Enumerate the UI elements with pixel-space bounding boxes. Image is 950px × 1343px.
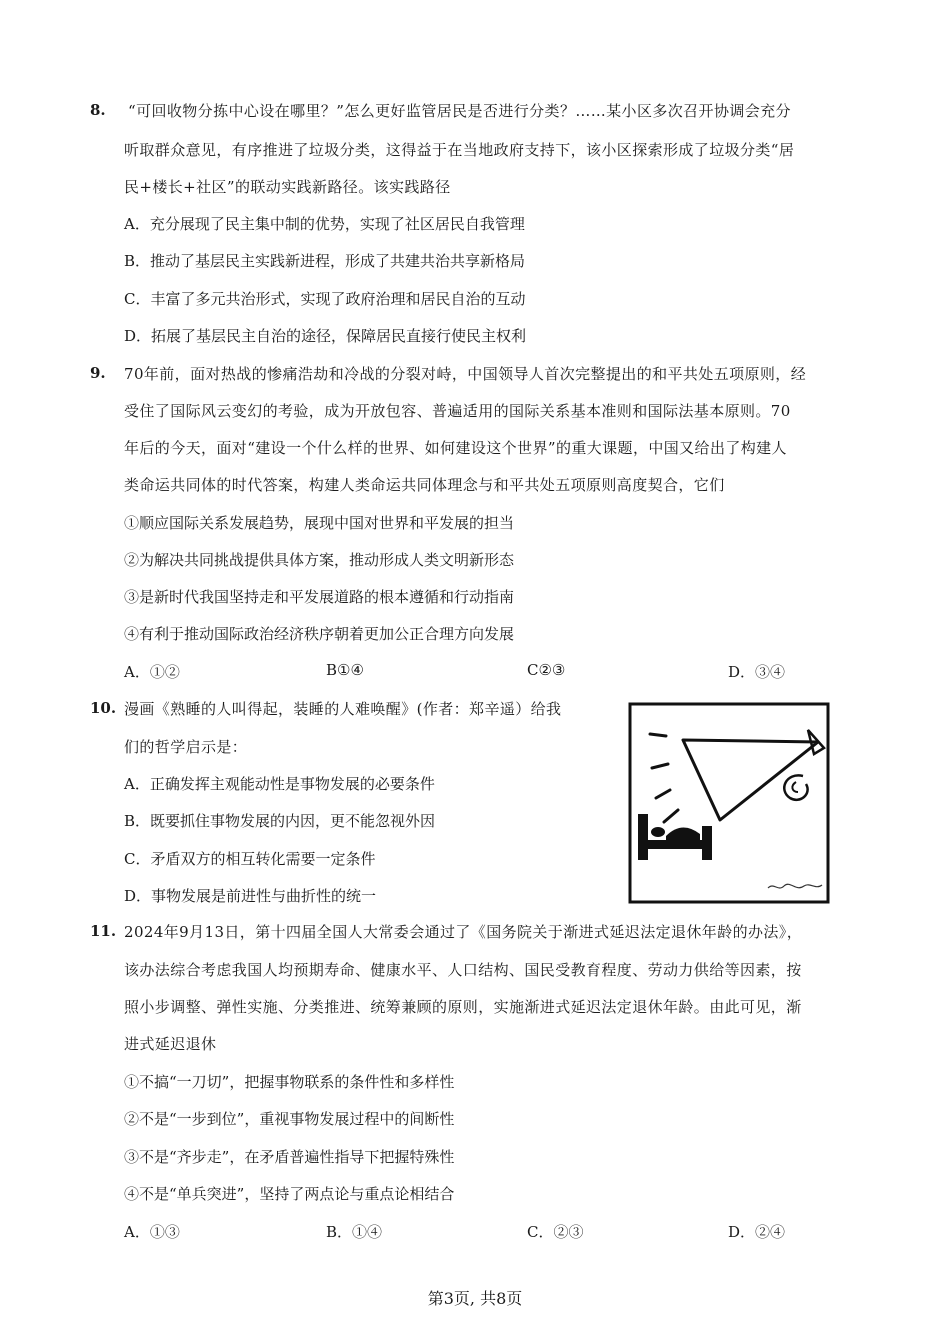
question-text-line: 照小步调整、弹性实施、分类推进、统筹兼顾的原则，实施渐进式延迟法定退休年龄。由此可见，渐 [124, 998, 802, 1016]
question-number: 9. [90, 364, 106, 382]
question-text-line: 漫画《熟睡的人叫得起，装睡的人难唤醒》(作者：郑辛遥）给我 [124, 700, 562, 718]
question-text-line: 听取群众意见，有序推进了垃圾分类，这得益于在当地政府支持下，该小区探索形成了垃圾分类“居 [124, 141, 795, 159]
question-text-line: 类命运共同体的时代答案，构建人类命运共同体理念与和平共处五项原则高度契合，它们 [124, 476, 725, 494]
cartoon-frame [630, 704, 828, 902]
choice-d: D．②④ [728, 1223, 786, 1241]
question-text-line: 们的哲学启示是： [124, 738, 248, 756]
sleeper-head [651, 827, 665, 837]
statement-3: ③不是“齐步走”，在矛盾普遍性指导下把握特殊性 [124, 1148, 455, 1166]
question-text-line: “可回收物分拣中心设在哪里？”怎么更好监管居民是否进行分类？……某小区多次召开协调会充分 [128, 102, 791, 120]
option-d: D．拓展了基层民主自治的途径，保障居民直接行使民主权利 [124, 327, 527, 345]
choice-d: D．③④ [728, 663, 786, 681]
choice-c: C．②③ [527, 1223, 584, 1241]
page-footer: 第3页, 共8页 [427, 1289, 523, 1308]
option-b: B．既要抓住事物发展的内因，更不能忽视外因 [124, 812, 436, 830]
statement-4: ④不是“单兵突进”，坚持了两点论与重点论相结合 [124, 1185, 455, 1203]
option-a: A．正确发挥主观能动性是事物发展的必要条件 [124, 775, 435, 793]
megaphone-and-bed-cartoon [628, 702, 830, 904]
choice-b: B．①④ [326, 1223, 383, 1241]
question-text-line: 年后的今天，面对“建设一个什么样的世界、如何建设这个世界”的重大课题，中国又给出了构建人 [124, 439, 787, 457]
option-c: C．矛盾双方的相互转化需要一定条件 [124, 850, 376, 868]
statement-4: ④有利于推动国际政治经济秩序朝着更加公正合理方向发展 [124, 625, 515, 643]
question-number: 10. [90, 699, 117, 717]
statement-2: ②不是“一步到位”，重视事物发展过程中的间断性 [124, 1110, 455, 1128]
question-text-line: 受住了国际风云变幻的考验，成为开放包容、普遍适用的国际关系基本准则和国际法基本原则。70 [124, 402, 791, 420]
choice-a: A．①② [124, 663, 180, 681]
question-text-line: 该办法综合考虑我国人均预期寿命、健康水平、人口结构、国民受教育程度、劳动力供给等因素，按 [124, 961, 802, 979]
question-number: 11. [90, 922, 117, 940]
statement-1: ①顺应国际关系发展趋势，展现中国对世界和平发展的担当 [124, 514, 515, 532]
sound-line [650, 734, 666, 736]
question-text-line: 进式延迟退休 [124, 1035, 217, 1053]
statement-2: ②为解决共同挑战提供具体方案，推动形成人类文明新形态 [124, 551, 515, 569]
option-a: A．充分展现了民主集中制的优势，实现了社区居民自我管理 [124, 215, 525, 233]
question-number: 8. [90, 101, 106, 119]
statement-1: ①不搞“一刀切”，把握事物联系的条件性和多样性 [124, 1073, 455, 1091]
option-c: C．丰富了多元共治形式，实现了政府治理和居民自治的互动 [124, 290, 526, 308]
question-text-line: 2024年9月13日，第十四届全国人大常委会通过了《国务院关于渐进式延迟法定退休年龄的办法》， [124, 923, 803, 941]
option-b: B．推动了基层民主实践新进程，形成了共建共治共享新格局 [124, 252, 526, 270]
statement-3: ③是新时代我国坚持走和平发展道路的根本遵循和行动指南 [124, 588, 515, 606]
choice-b: B①④ [326, 661, 364, 679]
question-text-line: 70年前，面对热战的惨痛浩劫和冷战的分裂对峙，中国领导人首次完整提出的和平共处五项原则，经 [124, 365, 807, 383]
choice-a: A．①③ [124, 1223, 180, 1241]
option-d: D．事物发展是前进性与曲折性的统一 [124, 887, 377, 905]
question-text-line: 民+楼长+社区”的联动实践新路径。该实践路径 [124, 178, 451, 196]
choice-c: C②③ [527, 661, 566, 679]
